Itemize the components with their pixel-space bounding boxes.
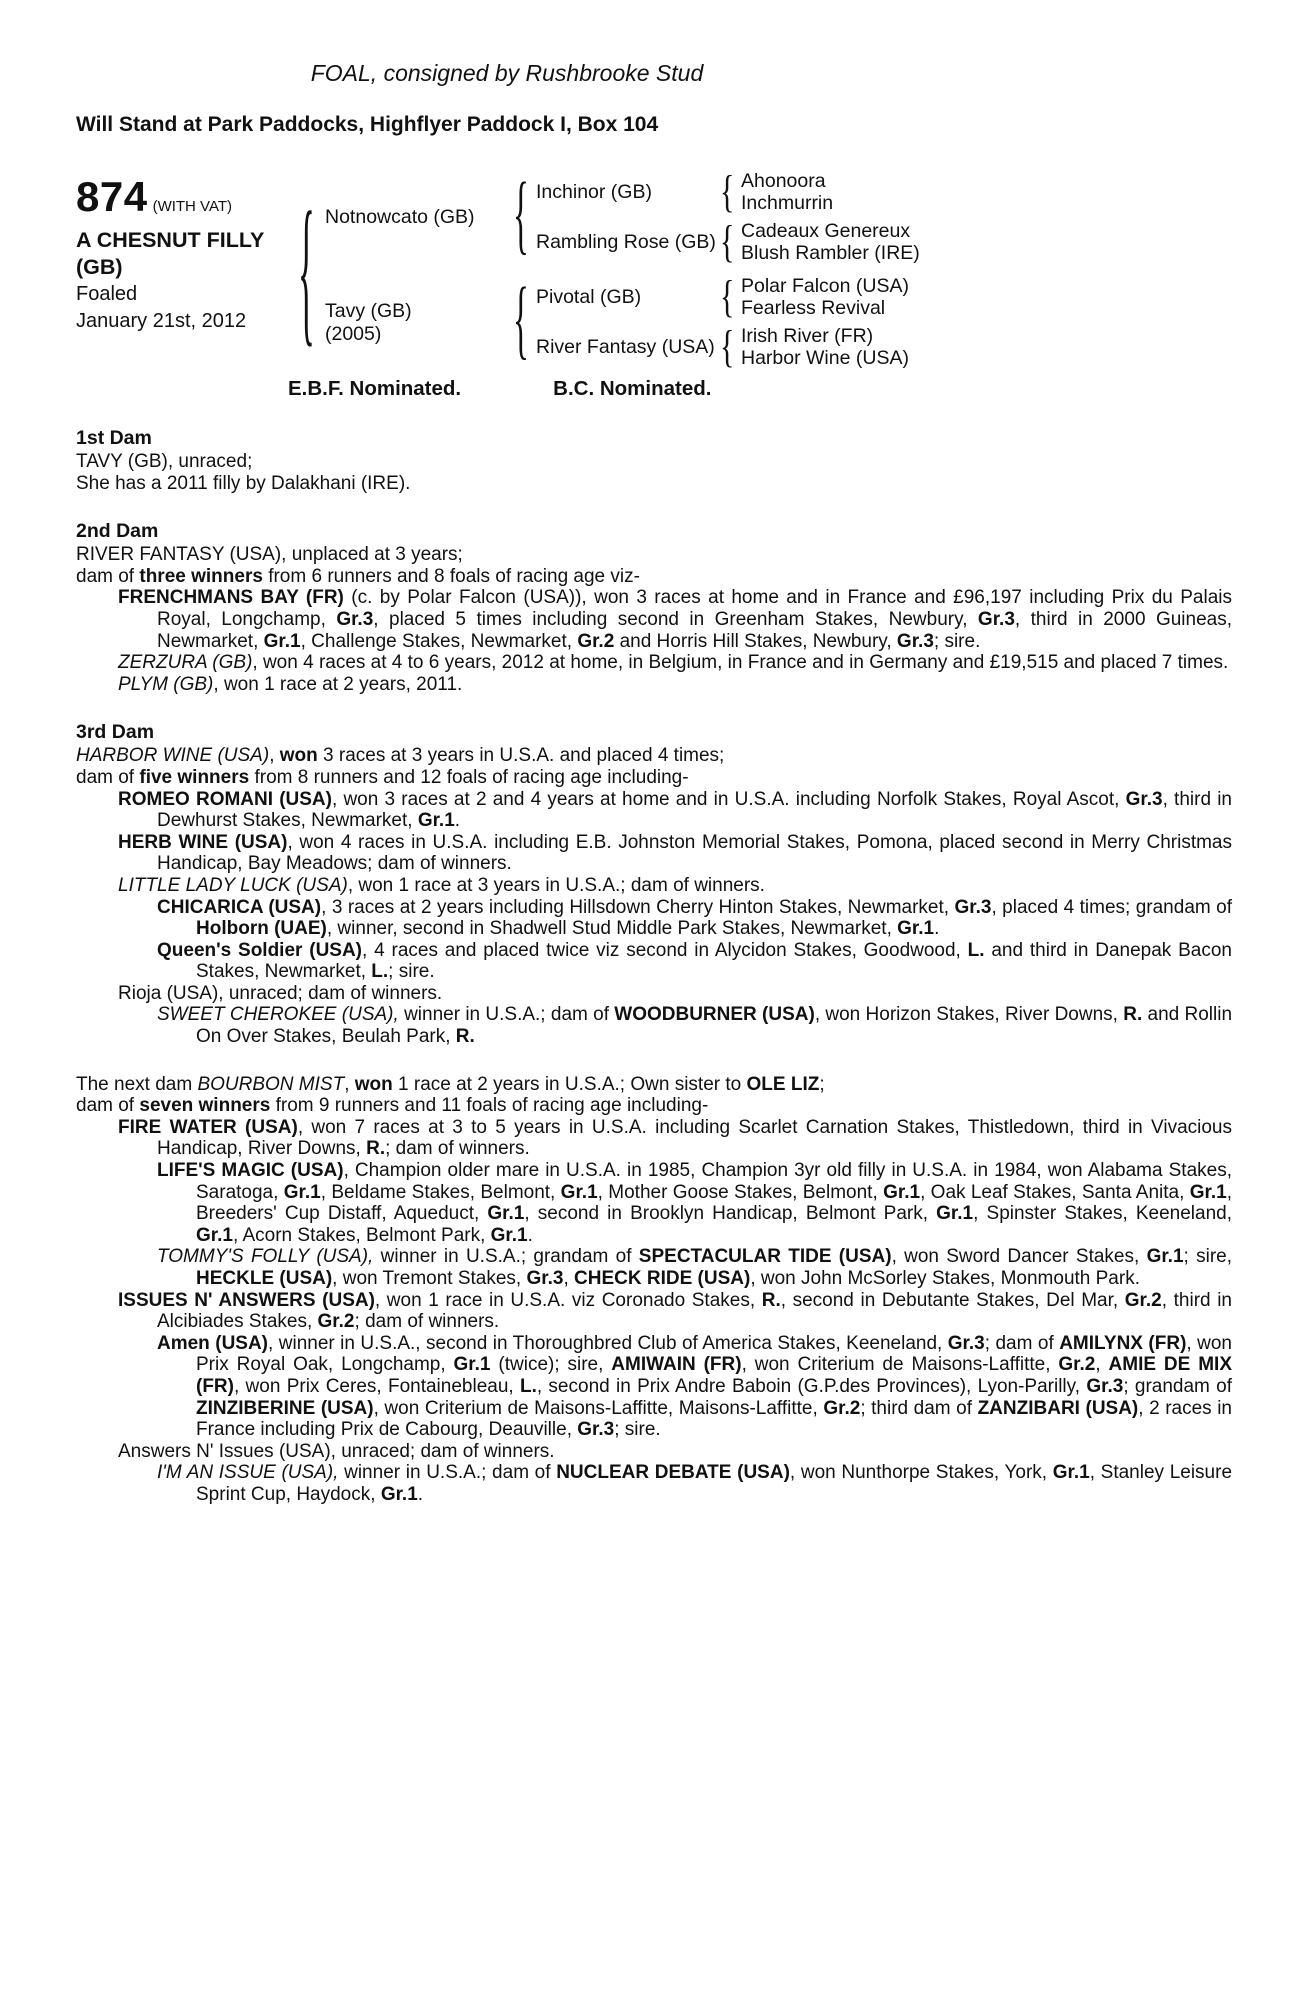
text-segment: CHECK RIDE (USA)	[574, 1268, 751, 1289]
text-segment: Rioja (USA), unraced; dam of winners.	[118, 982, 443, 1004]
text-segment: , third in Dewhurst Stakes, Newmarket,	[157, 788, 1232, 832]
branch-brace: {	[720, 322, 735, 372]
pedigree-paragraph	[76, 1333, 1232, 1441]
great-grandparents	[741, 326, 909, 369]
pedigree-paragraph	[76, 1004, 1232, 1047]
granddam-name: Rambling Rose (GB)	[536, 231, 716, 253]
text-segment: , Acorn Stakes, Belmont Park,	[232, 1224, 491, 1246]
text-segment: Amen (USA)	[157, 1332, 269, 1354]
pedigree-paragraph	[76, 1074, 1232, 1096]
foaled-date: January 21st, 2012	[76, 310, 247, 332]
pedigree-paragraph	[76, 789, 1232, 832]
consignor-line: FOAL, consigned by Rushbrooke Stud	[310, 60, 704, 86]
text-segment: , second in Debutante Stakes, Del Mar,	[780, 1289, 1125, 1311]
text-segment: , 2 races in France including Prix de Cabourg, Deauville,	[196, 1397, 1233, 1441]
text-segment: ; dam of	[984, 1332, 1060, 1354]
great-grandparent-name: Polar Falcon (USA)	[741, 275, 909, 297]
text-segment: L.	[519, 1375, 537, 1397]
great-grandparents	[741, 221, 920, 264]
text-segment: FRENCHMANS BAY (FR)	[118, 587, 344, 609]
text-segment: R.	[455, 1026, 475, 1048]
text-segment: ;	[819, 1073, 825, 1095]
text-segment: , won 4 races in U.S.A. including E.B. Johnston Memorial Stakes, Pomona, placed second in Merry Christmas Handicap, Bay Meadows; dam of winners.	[157, 831, 1232, 875]
pedigree-paragraph	[76, 1095, 1232, 1117]
text-segment: Holborn (UAE)	[196, 918, 327, 940]
text-segment: I'M AN ISSUE (USA),	[157, 1462, 339, 1484]
dam-children	[536, 272, 909, 372]
text-segment: HERB WINE (USA)	[118, 831, 288, 853]
text-segment: five winners	[139, 766, 250, 788]
dam-cell	[325, 300, 513, 346]
lot-name-line1: A CHESNUT FILLY	[76, 228, 265, 252]
text-segment: , won 7 races at 3 to 5 years in U.S.A. including Scarlet Carnation Stakes, Thistledown, third in Vivacious Handicap, River Downs,	[157, 1116, 1233, 1160]
lot-name-line2: (GB)	[76, 255, 123, 279]
text-segment: BOURBON MIST	[197, 1073, 345, 1095]
text-segment: OLE LIZ	[746, 1073, 820, 1095]
text-segment: Gr.1	[1146, 1246, 1184, 1268]
text-segment: Gr.1	[883, 1181, 921, 1203]
text-segment: , Challenge Stakes, Newmarket,	[300, 630, 578, 652]
text-segment: LITTLE LADY LUCK (USA)	[118, 874, 348, 896]
text-segment: ,	[1095, 1354, 1109, 1376]
lot-vat-note: (WITH VAT)	[152, 198, 233, 215]
text-segment: , won 4 races at 4 to 6 years, 2012 at home, in Belgium, in France and in Germany and £19,515 and placed 7 times.	[252, 652, 1229, 674]
text-segment: ; third dam of	[860, 1397, 978, 1419]
sire-brace: {	[513, 167, 529, 265]
great-grandparent-name: Harbor Wine (USA)	[741, 346, 909, 369]
pedigree-paragraph	[76, 1290, 1232, 1333]
text-segment: ; sire.	[388, 961, 435, 983]
text-segment: 1 race at 2 years in U.S.A.; Own sister to	[392, 1073, 747, 1095]
dam-section	[76, 1074, 1232, 1506]
text-segment: .	[454, 810, 461, 832]
branch-brace: {	[720, 272, 735, 322]
text-segment: , Breeders' Cup Distaff, Aqueduct,	[196, 1181, 1232, 1225]
text-segment: Gr.1	[196, 1224, 233, 1246]
dam-section	[76, 721, 1232, 1047]
pedigree-paragraph	[76, 1117, 1232, 1160]
nomination-row	[76, 377, 1232, 401]
text-segment: three winners	[139, 565, 263, 587]
dam-brace: {	[513, 272, 529, 370]
text-segment: 3 races at 3 years in U.S.A. and placed 4 times;	[317, 745, 725, 767]
text-segment: ZINZIBERINE (USA)	[196, 1397, 374, 1419]
text-segment: ,	[269, 745, 280, 767]
text-segment: , won Sword Dancer Stakes,	[891, 1246, 1147, 1268]
text-segment: , Champion older mare in U.S.A. in 1985, Champion 3yr old filly in U.S.A. in 1984, won Alabama Stakes, Saratoga,	[196, 1160, 1232, 1203]
text-segment: Gr.1	[417, 810, 455, 832]
text-segment: dam of	[76, 1095, 140, 1117]
lot-number-row	[76, 173, 298, 221]
text-segment: and third in Danepak Bacon Stakes, Newmarket,	[196, 939, 1232, 983]
text-segment: and Rollin On Over Stakes, Beulah Park,	[196, 1004, 1233, 1048]
pedigree-paragraph	[76, 674, 1232, 696]
text-segment: Gr.1	[487, 1203, 525, 1225]
text-segment: , won Prix Royal Oak, Longchamp,	[196, 1332, 1232, 1376]
pedigree-branch	[536, 167, 920, 217]
text-segment: Gr.1	[560, 1181, 598, 1203]
text-segment: , winner in U.S.A., second in Thoroughbred Club of America Stakes, Keeneland,	[268, 1332, 948, 1354]
text-segment: ZERZURA (GB)	[118, 652, 253, 674]
text-segment: , won 3 races at 2 and 4 years at home and in U.S.A. including Norfolk Stakes, Royal Ascot,	[331, 788, 1126, 810]
text-segment: AMIWAIN (FR)	[611, 1354, 742, 1376]
text-segment: HECKLE (USA)	[196, 1268, 333, 1289]
branch-brace: {	[720, 217, 735, 267]
text-segment: dam of	[76, 766, 140, 788]
pedigree-paragraph	[76, 940, 1232, 983]
text-segment: Gr.2	[823, 1397, 861, 1419]
text-segment: and Horris Hill Stakes, Newbury,	[614, 630, 897, 652]
text-segment: Gr.3	[336, 608, 374, 630]
text-segment: won	[354, 1073, 393, 1095]
text-segment: , second in Brooklyn Handicap, Belmont Park,	[524, 1203, 937, 1225]
great-grandparents	[741, 276, 909, 319]
lot-block	[76, 167, 1232, 372]
text-segment: Gr.3	[526, 1268, 564, 1289]
text-segment: , placed 4 times; grandam of	[991, 896, 1232, 918]
text-segment: ZANZIBARI (USA)	[977, 1397, 1139, 1419]
text-segment: Queen's Soldier (USA)	[157, 939, 363, 961]
text-segment: ROMEO ROMANI (USA)	[118, 788, 332, 810]
text-segment: ,	[344, 1073, 355, 1095]
text-segment: R.	[761, 1289, 781, 1311]
grandsire-name: Inchinor (GB)	[536, 181, 652, 203]
ebf-nominated-label: E.B.F. Nominated.	[288, 377, 462, 400]
text-segment: , Spinster Stakes, Keeneland,	[973, 1203, 1232, 1225]
pedigree-paragraph	[76, 1246, 1232, 1289]
text-segment: seven winners	[139, 1095, 271, 1117]
text-segment: , second in Prix Andre Baboin (G.P.des Provinces), Lyon-Parilly,	[536, 1375, 1087, 1397]
pedigree-branch	[536, 217, 920, 267]
pedigree-branch	[536, 322, 909, 372]
text-segment: Gr.1	[453, 1354, 491, 1376]
dam-section	[76, 427, 1232, 494]
pedigree-paragraph	[76, 983, 1232, 1005]
text-segment: ; sire,	[1183, 1246, 1232, 1268]
text-segment: , placed 5 times including second in Greenham Stakes, Newbury,	[373, 608, 978, 630]
pedigree-paragraph	[76, 587, 1232, 652]
pedigree-paragraph	[76, 652, 1232, 674]
pedigree-paragraph	[76, 897, 1232, 940]
stand-location-line: Will Stand at Park Paddocks, Highflyer Paddock I, Box 104	[76, 113, 659, 136]
text-segment: AMIE DE MIX (FR)	[196, 1354, 1232, 1397]
text-segment: NUCLEAR DEBATE (USA)	[556, 1462, 790, 1484]
text-segment: (c. by Polar Falcon (USA)), won 3 races at home and in France and £96,197 including Prix du Palais Royal, Longchamp,	[157, 587, 1232, 630]
text-segment: from 9 runners and 11 foals of racing age including-	[270, 1095, 709, 1117]
text-segment: , won Prix Ceres, Fontainebleau,	[233, 1375, 520, 1397]
text-segment: .	[934, 918, 940, 940]
text-segment: Gr.2	[1124, 1289, 1162, 1311]
text-segment: HARBOR WINE (USA)	[76, 745, 270, 767]
text-segment: won	[279, 745, 318, 767]
text-segment: The next dam	[76, 1073, 198, 1095]
text-segment: Gr.2	[1058, 1354, 1096, 1376]
text-segment: TOMMY'S FOLLY (USA),	[157, 1246, 374, 1268]
text-segment: ; dam of winners.	[385, 1138, 530, 1160]
text-segment: winner in U.S.A.; dam of	[338, 1462, 557, 1484]
text-segment: Gr.2	[577, 630, 615, 652]
great-grandparent-name: Irish River (FR)	[741, 325, 874, 347]
text-segment: R.	[366, 1138, 386, 1160]
text-segment: , won 1 race at 2 years, 2011.	[213, 673, 463, 695]
text-segment: ; sire.	[933, 630, 981, 652]
text-segment: L.	[371, 961, 389, 983]
text-segment: from 6 runners and 8 foals of racing age viz-	[262, 565, 640, 587]
dam-section	[76, 520, 1232, 695]
text-segment: , third in Alcibiades Stakes,	[157, 1289, 1232, 1333]
pedigree-tree	[298, 167, 920, 372]
text-segment: WOODBURNER (USA)	[614, 1004, 815, 1026]
lot-number: 874	[76, 173, 148, 220]
text-segment: , won John McSorley Stakes, Monmouth Park.	[750, 1268, 1140, 1289]
text-segment: Gr.1	[897, 918, 935, 940]
text-segment: , won Criterium de Maisons-Laffitte,	[741, 1354, 1059, 1376]
outer-brace: {	[298, 178, 315, 362]
text-segment: AMILYNX (FR)	[1059, 1332, 1187, 1354]
text-segment: ,	[563, 1268, 575, 1289]
pedigree-paragraph	[76, 1160, 1232, 1246]
text-segment: RIVER FANTASY (USA), unplaced at 3 years;	[76, 544, 463, 566]
sire-half	[325, 167, 920, 267]
lot-info	[76, 171, 298, 335]
text-segment: , won 1 race in U.S.A. viz Coronado Stakes,	[374, 1289, 762, 1311]
text-segment: , Mother Goose Stakes, Belmont,	[597, 1181, 884, 1203]
section-heading: 3rd Dam	[76, 721, 155, 744]
text-segment: Gr.3	[1125, 788, 1163, 810]
dam-half	[325, 272, 920, 372]
pedigree-paragraph	[76, 473, 1232, 495]
great-grandparents	[741, 171, 833, 214]
second-dam-name: River Fantasy (USA)	[536, 336, 715, 358]
pedigree-paragraph	[76, 1441, 1232, 1463]
catalogue-body	[76, 427, 1232, 1506]
text-segment: dam of	[76, 565, 140, 587]
sire-children	[536, 167, 920, 267]
text-segment: , winner, second in Shadwell Stud Middle Park Stakes, Newmarket,	[326, 918, 898, 940]
text-segment: R.	[1123, 1004, 1143, 1026]
text-segment: (twice); sire,	[490, 1354, 612, 1376]
text-segment: Gr.3	[947, 1332, 985, 1354]
text-segment: Gr.1	[1189, 1181, 1227, 1203]
text-segment: TAVY (GB), unraced;	[76, 451, 253, 472]
sire-name: Notnowcato (GB)	[325, 206, 475, 228]
text-segment: Gr.3	[896, 630, 934, 652]
text-segment: ; sire.	[614, 1419, 661, 1441]
text-segment: Gr.1	[1052, 1462, 1090, 1484]
text-segment: , won Criterium de Maisons-Laffitte, Maisons-Laffitte,	[373, 1397, 824, 1419]
text-segment: Gr.1	[936, 1203, 974, 1225]
text-segment: , Oak Leaf Stakes, Santa Anita,	[920, 1181, 1190, 1203]
text-segment: ; dam of winners.	[354, 1311, 500, 1333]
great-grandparent-name: Fearless Revival	[741, 296, 886, 319]
great-grandparent-name: Cadeaux Genereux	[741, 220, 911, 242]
text-segment: .	[417, 1483, 424, 1505]
dam-name: Tavy (GB)	[325, 299, 412, 322]
text-segment: , third in 2000 Guineas, Newmarket,	[157, 608, 1232, 652]
pedigree-branch	[536, 272, 909, 322]
bc-nominated-label: B.C. Nominated.	[553, 377, 712, 400]
pedigree-paragraph	[76, 1462, 1232, 1505]
text-segment: Gr.1	[263, 630, 301, 652]
text-segment: Answers N' Issues (USA), unraced; dam of winners.	[118, 1440, 555, 1462]
sire-cell	[325, 206, 513, 229]
text-segment: Gr.3	[1086, 1375, 1124, 1397]
text-segment: Gr.1	[283, 1181, 321, 1203]
text-segment: Gr.1	[490, 1224, 528, 1246]
text-segment: .	[527, 1224, 533, 1246]
text-segment: , 4 races and placed twice viz second in Alycidon Stakes, Goodwood,	[362, 939, 968, 961]
text-segment: LIFE'S MAGIC (USA)	[157, 1160, 344, 1182]
text-segment: Gr.3	[977, 608, 1015, 630]
great-grandparent-name: Ahonoora	[741, 170, 826, 192]
text-segment: ; grandam of	[1123, 1375, 1233, 1397]
text-segment: She has a 2011 filly by Dalakhani (IRE).	[76, 472, 411, 494]
pedigree-paragraph	[76, 875, 1232, 897]
text-segment: , won Horizon Stakes, River Downs,	[814, 1004, 1124, 1026]
text-segment: ISSUES N' ANSWERS (USA)	[118, 1289, 375, 1311]
text-segment: Gr.1	[380, 1483, 418, 1505]
pedigree-paragraph	[76, 566, 1232, 588]
damsire-name: Pivotal (GB)	[536, 286, 642, 308]
text-segment: Gr.3	[577, 1419, 615, 1441]
pedigree-paragraph	[76, 832, 1232, 875]
text-segment: , Stanley Leisure Sprint Cup, Haydock,	[196, 1462, 1233, 1505]
text-segment: winner in U.S.A.; dam of	[398, 1004, 615, 1026]
pedigree-paragraph	[76, 745, 1232, 767]
text-segment: from 8 runners and 12 foals of racing age including-	[249, 766, 689, 788]
text-segment: , won 1 race at 3 years in U.S.A.; dam of winners.	[347, 874, 765, 896]
pedigree-paragraph	[76, 767, 1232, 789]
pedigree-halves	[325, 167, 920, 372]
text-segment: PLYM (GB)	[118, 673, 214, 695]
section-heading: 1st Dam	[76, 427, 152, 449]
text-segment: , won Nunthorpe Stakes, York,	[789, 1462, 1053, 1484]
text-segment: Gr.3	[954, 896, 992, 918]
text-segment: SWEET CHEROKEE (USA),	[157, 1004, 399, 1026]
dam-year: (2005)	[325, 322, 382, 345]
text-segment: Gr.2	[317, 1311, 355, 1333]
text-segment: , won Tremont Stakes,	[332, 1268, 527, 1289]
text-segment: CHICARICA (USA)	[157, 896, 322, 918]
great-grandparent-name: Inchmurrin	[741, 191, 834, 214]
text-segment: , Beldame Stakes, Belmont,	[320, 1181, 561, 1203]
great-grandparent-name: Blush Rambler (IRE)	[741, 241, 920, 264]
text-segment: FIRE WATER (USA)	[118, 1116, 298, 1138]
section-heading: 2nd Dam	[76, 520, 159, 543]
foaled-label: Foaled	[76, 283, 138, 305]
pedigree-paragraph	[76, 544, 1232, 566]
text-segment: L.	[967, 939, 985, 961]
text-segment: winner in U.S.A.; grandam of	[373, 1246, 639, 1268]
branch-brace: {	[720, 167, 735, 217]
pedigree-paragraph	[76, 451, 1232, 473]
text-segment: SPECTACULAR TIDE (USA)	[638, 1246, 892, 1268]
text-segment: , 3 races at 2 years including Hillsdown Cherry Hinton Stakes, Newmarket,	[321, 896, 955, 918]
